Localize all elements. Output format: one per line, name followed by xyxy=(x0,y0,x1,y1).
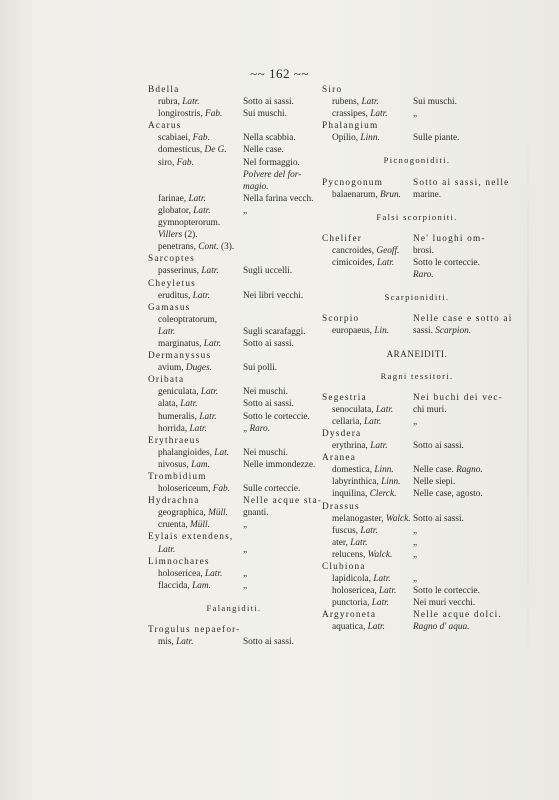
species-name: Opilio, Linn. xyxy=(332,133,380,144)
habitat-text: Nelle siepi. xyxy=(413,477,456,488)
genus-name: Cheyletus xyxy=(148,278,196,289)
genus-name: Aranea xyxy=(322,453,357,464)
species-name: inquilina, Clerck. xyxy=(332,489,397,500)
section-heading: Picnogoniditi. xyxy=(383,155,451,166)
habitat-text: Sulle piante. xyxy=(413,133,460,144)
habitat-text: Nelle immondezze. xyxy=(243,459,316,470)
species-name: relucens, Walck. xyxy=(332,549,393,560)
species-name: domestica, Linn. xyxy=(332,465,394,476)
species-name: rubra, Latr. xyxy=(158,97,200,108)
genus-row xyxy=(148,531,320,543)
genus-row xyxy=(322,501,512,513)
genus-row xyxy=(148,302,320,314)
genus-name: Sarcoptes xyxy=(148,254,195,265)
spacer xyxy=(322,360,512,370)
genus-row xyxy=(148,624,320,636)
genus-row xyxy=(148,120,320,132)
species-row xyxy=(322,585,512,597)
genus-name: Pycnogonum xyxy=(322,177,384,188)
genus-row xyxy=(322,452,512,464)
species-name: lapidicola, Latr. xyxy=(332,574,391,585)
habitat-text: Sotto le corteccie. xyxy=(243,411,310,422)
species-row xyxy=(322,525,512,537)
habitat-text: Sulle corteccie. xyxy=(243,484,301,495)
habitat-text: sassi. Scarpion. xyxy=(413,326,472,337)
genus-row xyxy=(322,428,512,440)
habitat-text: „ xyxy=(243,520,248,531)
habitat-text: marine. xyxy=(413,189,442,200)
species-name: cimicoides, Latr. xyxy=(332,258,395,269)
genus-row xyxy=(322,609,512,621)
species-row xyxy=(148,362,320,374)
section-heading: Falangiditi. xyxy=(206,602,262,613)
species-row xyxy=(148,229,320,241)
species-name: cruenta, Müll. xyxy=(158,520,210,531)
species-row xyxy=(148,169,320,181)
species-name: geographica, Müll. xyxy=(158,508,228,519)
spacer xyxy=(322,201,512,211)
species-row xyxy=(322,537,512,549)
species-name: crassipes, Latr. xyxy=(332,109,388,120)
habitat-text: Nelle acque dolci. xyxy=(413,610,502,621)
species-name: passerinus, Latr. xyxy=(158,266,219,277)
genus-row xyxy=(322,84,512,96)
genus-name: Limnochares xyxy=(148,556,210,567)
species-name: siro, Fab. xyxy=(158,157,194,168)
species-name: cellaria, Latr. xyxy=(332,416,382,427)
habitat-text: „ xyxy=(243,580,248,591)
habitat-text: „ xyxy=(413,549,418,560)
species-name: longirostris, Fab. xyxy=(158,109,223,120)
species-name: balaenarum, Brun. xyxy=(332,189,401,200)
right-column xyxy=(322,84,512,634)
species-name: senoculata, Latr. xyxy=(332,404,394,415)
habitat-text: Sotto ai sassi. xyxy=(413,441,464,452)
genus-name: Acarus xyxy=(148,121,182,132)
spacer xyxy=(322,303,512,313)
left-column xyxy=(148,84,323,648)
species-name: gymnopterorum. xyxy=(158,218,221,229)
species-row xyxy=(148,423,320,435)
species-row xyxy=(148,636,320,648)
habitat-text: Nel formaggio. xyxy=(243,157,300,168)
species-name: nivosus, Lam. xyxy=(158,459,210,470)
species-name: farinae, Latr. xyxy=(158,193,206,204)
spacer xyxy=(148,614,320,624)
genus-name: Gamasus xyxy=(148,302,191,313)
species-name: alata, Latr. xyxy=(158,399,198,410)
species-name: ater, Latr. xyxy=(332,537,368,548)
habitat-text: Sugli scarafaggi. xyxy=(243,326,306,337)
species-row xyxy=(322,488,512,500)
species-row xyxy=(148,217,320,229)
species-name: fuscus, Latr. xyxy=(332,525,378,536)
habitat-text: Ne' luoghi om- xyxy=(413,233,486,244)
genus-row xyxy=(322,177,512,189)
habitat-text: Sotto ai sassi, nelle xyxy=(413,177,510,188)
spacer xyxy=(322,144,512,154)
habitat-text: Nella farina vecch. xyxy=(243,193,314,204)
species-row xyxy=(322,245,512,257)
species-row xyxy=(148,398,320,410)
genus-row xyxy=(148,278,320,290)
habitat-text: Polvere del for- xyxy=(243,169,302,180)
habitat-text: Sotto ai sassi. xyxy=(243,637,294,648)
section-heading: ARANEIDITI. xyxy=(386,348,448,359)
habitat-text: „ xyxy=(413,416,418,427)
habitat-text: chi muri. xyxy=(413,404,447,415)
habitat-text: Sotto le corteccie. xyxy=(413,586,480,597)
habitat-text: Nelle acque sta- xyxy=(243,496,323,507)
species-name: Latr. xyxy=(158,544,176,555)
habitat-text: Nelle case. Ragno. xyxy=(413,465,483,476)
species-name: domesticus, De G. xyxy=(158,145,227,156)
habitat-text: brosi. xyxy=(413,245,434,256)
species-name: geniculata, Latr. xyxy=(158,387,219,398)
page-shadow xyxy=(527,110,529,680)
habitat-text: gnanti. xyxy=(243,508,269,519)
habitat-text: Sotto ai sassi. xyxy=(243,399,294,410)
section-heading: Ragni tessitori. xyxy=(380,370,454,381)
species-row xyxy=(148,205,320,217)
habitat-text: Nelle case. xyxy=(243,145,284,156)
species-row xyxy=(322,325,512,337)
species-row xyxy=(322,513,512,525)
species-name: coleoptratorum, xyxy=(158,314,218,325)
species-row xyxy=(322,476,512,488)
genus-row xyxy=(148,435,320,447)
species-name: erythrina, Latr. xyxy=(332,441,388,452)
species-row xyxy=(148,459,320,471)
species-name: penetrans, Cont. (3). xyxy=(158,242,235,253)
genus-name: Oribata xyxy=(148,375,185,386)
species-name: scabiaei, Fab. xyxy=(158,133,210,144)
species-row xyxy=(322,416,512,428)
habitat-text: „ xyxy=(243,568,248,579)
species-name: Villers (2). xyxy=(158,230,198,241)
species-row xyxy=(148,144,320,156)
habitat-text: „ xyxy=(413,537,418,548)
spacer xyxy=(322,223,512,233)
species-row xyxy=(148,265,320,277)
species-name: rubens, Latr. xyxy=(332,97,379,108)
habitat-text: Ragno d' aqua. xyxy=(413,622,470,633)
habitat-text: „ xyxy=(243,205,248,216)
species-name: flaccida, Lam. xyxy=(158,580,211,591)
species-row xyxy=(322,621,512,633)
genus-name: Erythraeus xyxy=(148,435,201,446)
species-row xyxy=(148,193,320,205)
species-name: holosericea, Latr. xyxy=(332,586,397,597)
species-row xyxy=(148,290,320,302)
species-name: labyrinthica, Linn. xyxy=(332,477,401,488)
genus-name: Bdella xyxy=(148,85,180,95)
species-row xyxy=(322,96,512,108)
genus-row xyxy=(148,495,323,507)
genus-name: Siro xyxy=(322,85,343,95)
genus-name: Eylais extendens, xyxy=(148,532,234,543)
species-name: holosericeum, Fab. xyxy=(158,484,231,495)
spacer xyxy=(322,167,512,177)
species-row xyxy=(322,257,512,269)
species-row xyxy=(148,314,320,326)
habitat-text: Sui muschi. xyxy=(243,109,287,120)
species-row xyxy=(322,597,512,609)
species-name: Latr. xyxy=(158,326,176,337)
habitat-text: „ xyxy=(413,525,418,536)
genus-name: Clubiona xyxy=(322,562,366,572)
species-row xyxy=(148,386,320,398)
habitat-text: Nelle case e sotto ai xyxy=(413,314,513,325)
species-row xyxy=(148,447,320,459)
species-row xyxy=(322,404,512,416)
habitat-text: Nei muschi. xyxy=(243,387,288,398)
species-row xyxy=(322,108,512,120)
genus-row xyxy=(322,120,512,132)
habitat-text: Nei muri vecchi. xyxy=(413,598,476,609)
spacer xyxy=(148,592,320,602)
habitat-text: Nei muschi. xyxy=(243,447,288,458)
species-row xyxy=(148,338,320,350)
species-name: phalangioides, Lat. xyxy=(158,447,230,458)
species-row xyxy=(148,519,320,531)
section-heading: Scarpioniditi. xyxy=(384,292,450,303)
species-row xyxy=(322,269,512,281)
genus-name: Argyroneta xyxy=(322,610,377,621)
genus-name: Chelifer xyxy=(322,233,363,244)
genus-name: Scorpio xyxy=(322,314,360,325)
genus-row xyxy=(322,233,512,245)
species-row xyxy=(148,507,320,519)
habitat-text: magio. xyxy=(243,181,269,192)
habitat-text: Nei libri vecchi. xyxy=(243,290,304,301)
species-name: humeralis, Latr. xyxy=(158,411,217,422)
species-name: europaeus, Lin. xyxy=(332,326,390,337)
species-name: melanogaster, Walck. xyxy=(332,513,411,524)
species-row xyxy=(322,132,512,144)
genus-row xyxy=(148,350,320,362)
habitat-text: Nei buchi dei vec- xyxy=(413,392,504,403)
species-row xyxy=(148,326,320,338)
habitat-text: „ xyxy=(413,574,418,585)
genus-row xyxy=(148,556,320,568)
species-row xyxy=(322,440,512,452)
species-row xyxy=(148,411,320,423)
genus-name: Trombidium xyxy=(148,472,207,482)
genus-name: Dysdera xyxy=(322,428,362,439)
species-name: cancroides, Geoff. xyxy=(332,245,400,256)
species-row xyxy=(148,483,320,495)
species-row xyxy=(322,189,512,201)
species-row xyxy=(148,241,320,253)
species-name: punctoria, Latr. xyxy=(332,598,390,609)
species-row xyxy=(148,132,320,144)
habitat-text: Sui polli. xyxy=(243,363,278,374)
spacer xyxy=(322,338,512,348)
habitat-text: Nelle case, agosto. xyxy=(413,489,483,500)
section-heading: Falsi scorpioniti. xyxy=(376,211,458,222)
species-name: globator, Latr. xyxy=(158,205,211,216)
species-name: marginatus, Latr. xyxy=(158,338,222,349)
habitat-text: „ xyxy=(413,109,418,120)
genus-row xyxy=(322,392,512,404)
genus-row xyxy=(148,374,320,386)
habitat-text: „ xyxy=(243,544,248,555)
species-row xyxy=(148,568,320,580)
genus-row xyxy=(322,561,512,573)
genus-row xyxy=(322,313,512,325)
species-name: horrida, Latr. xyxy=(158,423,207,434)
species-row xyxy=(322,573,512,585)
spacer xyxy=(322,281,512,291)
habitat-text: Sotto ai sassi. xyxy=(413,513,464,524)
species-row xyxy=(148,544,320,556)
genus-name: Trogulus nepaefor- xyxy=(148,625,241,636)
habitat-text: Sugli uccelli. xyxy=(243,266,293,277)
species-name: holosericea, Latr. xyxy=(158,568,223,579)
species-row xyxy=(148,108,320,120)
species-name: mis, Latr. xyxy=(158,637,194,648)
genus-name: Phalangium xyxy=(322,121,379,132)
genus-name: Dermanyssus xyxy=(148,351,212,362)
habitat-text: Sotto le corteccie. xyxy=(413,258,480,269)
species-row xyxy=(148,181,320,193)
habitat-text: „ Raro. xyxy=(243,423,271,434)
species-row xyxy=(322,549,512,561)
habitat-text: Sotto ai sassi. xyxy=(243,338,294,349)
genus-row xyxy=(148,253,320,265)
genus-name: Hydrachna xyxy=(148,496,200,507)
species-name: avium, Duges. xyxy=(158,363,212,374)
habitat-text: Nella scabbia. xyxy=(243,133,296,144)
genus-name: Drassus xyxy=(322,501,360,512)
genus-row xyxy=(148,84,320,96)
species-row xyxy=(148,157,320,169)
species-name: aquatica, Latr. xyxy=(332,622,385,633)
habitat-text: Raro. xyxy=(413,270,434,281)
species-row xyxy=(322,464,512,476)
species-row xyxy=(148,580,320,592)
spacer xyxy=(322,382,512,392)
page-number: ~~ 162 ~~ xyxy=(250,66,309,81)
species-name: eruditus, Latr. xyxy=(158,290,210,301)
habitat-text: Sotto ai sassi. xyxy=(243,97,294,108)
genus-row xyxy=(148,471,320,483)
habitat-text: Sui muschi. xyxy=(413,97,457,108)
species-row xyxy=(148,96,320,108)
genus-name: Segestria xyxy=(322,392,367,403)
